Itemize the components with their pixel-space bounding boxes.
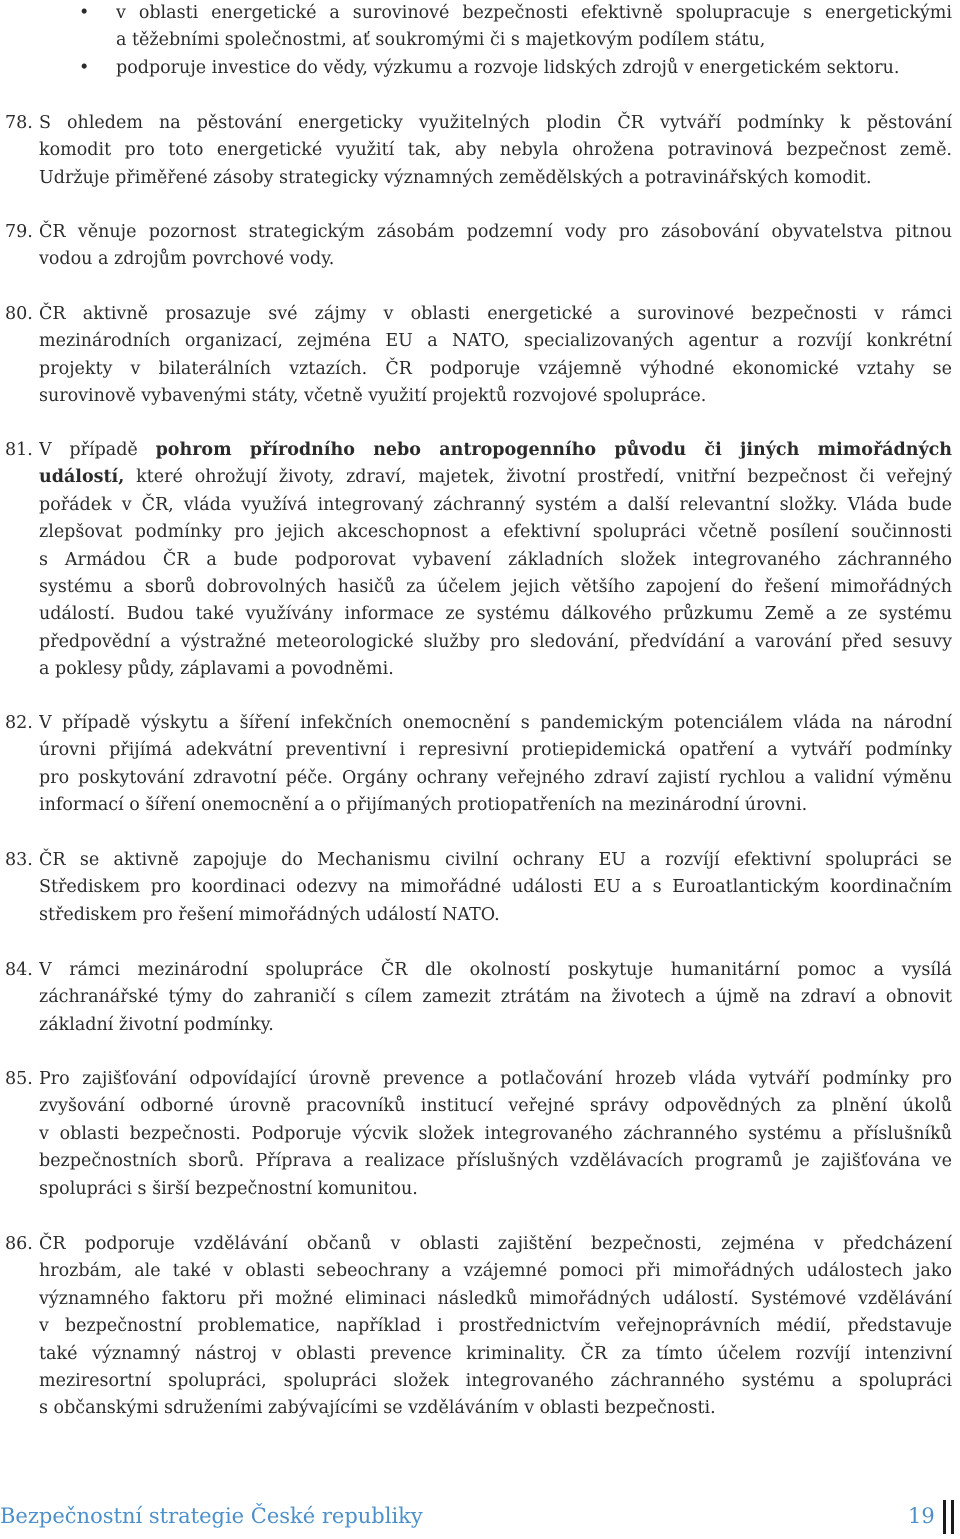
bullet-line: podporuje investice do vědy, výzkumu a rozvoje lidských zdrojů v energetickém sektoru.: [116, 58, 900, 78]
paragraph-line: bezpečnostních sborů. Příprava a realizace příslušných vzdělávacích programů je zajišťována ve: [39, 1151, 952, 1172]
paragraph-number: 85.: [5, 1069, 33, 1089]
paragraph-line: událostí, které ohrožují životy, zdraví, majetek, životní prostředí, vnitřní bezpečnost či veřejný: [39, 467, 952, 488]
paragraph-line: ČR podporuje vzdělávání občanů v oblasti zajištění bezpečnosti, zejména v předcházení: [39, 1234, 952, 1254]
paragraph-line: v oblasti bezpečnosti. Podporuje výcvik složek integrovaného záchranného systému a příslušníků: [39, 1123, 952, 1144]
bullet-line: a těžebními společnostmi, ať soukromými či s majetkovým podílem státu,: [116, 30, 766, 51]
paragraph-line: projekty v bilaterálních vztazích. ČR podporuje vzájemně výhodné ekonomické vztahy se: [39, 358, 952, 379]
paragraph-line: ČR věnuje pozornost strategickým zásobám podzemní vody pro zásobování obyvatelstva pitnou: [39, 222, 952, 242]
page-number: 19: [908, 1504, 935, 1528]
list-item: [0, 0, 960, 56]
paragraph-line: systému a sborů dobrovolných hasičů za účelem jejich většího zapojení do řešení mimořádných: [39, 576, 952, 597]
paragraph-line: v bezpečnostní problematice, například i prostřednictvím veřejnoprávních médií, představuje: [39, 1316, 952, 1337]
paragraph-line: V případě výskytu a šíření infekčních onemocnění s pandemickým potenciálem vláda na národní: [39, 713, 952, 733]
paragraph-line: pro poskytování zdravotní péče. Orgány ochrany veřejného zdraví zajistí rychlou a validní výměnu: [39, 767, 952, 788]
paragraph-number: 80.: [5, 304, 33, 324]
paragraph-line: zlepšovat podmínky pro jejich akceschopnost a efektivní spolupráci včetně posílení součinnosti: [39, 522, 952, 543]
bullet-icon: •: [79, 3, 90, 23]
paragraph-line: základní životní podmínky.: [39, 1014, 274, 1035]
paragraph-line: ČR aktivně prosazuje své zájmy v oblasti energetické a surovinové bezpečnosti v rámci: [39, 304, 952, 324]
paragraph-line: předpovědní a výstražné meteorologické služby pro sledování, předvídání a varování před sesuvy: [39, 631, 952, 652]
paragraph-line: komodit pro toto energetické využití tak, aby nebyla ohrožena potravinová bezpečnost země.: [39, 140, 952, 161]
paragraph-line: s občanskými sdruženími zabývajícími se vzděláváním v oblasti bezpečnosti.: [39, 1398, 716, 1419]
paragraph-line: střediskem pro řešení mimořádných událostí NATO.: [39, 904, 500, 925]
paragraph-line: s Armádou ČR a bude podporovat vybavení základních složek integrovaného záchranného: [39, 549, 952, 570]
paragraph-line: ČR se aktivně zapojuje do Mechanismu civilní ochrany EU a rozvíjí efektivní spolupráci se: [39, 850, 952, 870]
paragraph-line: S ohledem na pěstování energeticky využitelných plodin ČR vytváří podmínky k pěstování: [39, 113, 952, 133]
footer-divider: [943, 1500, 946, 1534]
paragraph-line: V případě pohrom přírodního nebo antropogenního původu či jiných mimořádných: [39, 440, 952, 460]
footer-title: Bezpečnostní strategie České republiky: [0, 1504, 423, 1528]
paragraph-line: Střediskem pro koordinaci odezvy na mimořádné události EU a s Euroatlantickým koordinačním: [39, 877, 952, 898]
paragraph-line: vodou a zdrojům povrchové vody.: [39, 249, 335, 270]
paragraph-line: V rámci mezinárodní spolupráce ČR dle okolností poskytuje humanitární pomoc a vysílá: [39, 960, 952, 980]
bullet-line: v oblasti energetické a surovinové bezpečnosti efektivně spolupracuje s energetickými: [116, 3, 952, 23]
paragraph-line: Udržuje přiměřené zásoby strategicky významných zemědělských a potravinářských komodit.: [39, 167, 872, 188]
list-item: [0, 55, 960, 83]
highlight-text: událostí,: [39, 467, 125, 488]
paragraph-number: 82.: [5, 713, 33, 733]
footer-divider: [951, 1500, 954, 1534]
paragraph-line: záchranářské týmy do zahraničí s cílem zamezit ztrátám na životech a újmě na zdraví a obnovit: [39, 987, 952, 1008]
paragraph-number: 83.: [5, 850, 33, 870]
paragraph-line: úrovni přijímá adekvátní preventivní i represivní protiepidemická opatření a vytváří podmínky: [39, 740, 952, 761]
paragraph-number: 84.: [5, 960, 33, 980]
paragraph-line: informací o šíření onemocnění a o přijímaných protiopatřeních na mezinárodní úrovni.: [39, 795, 808, 816]
paragraph-number: 86.: [5, 1234, 33, 1254]
paragraph-number: 81.: [5, 440, 33, 460]
paragraph-line: významného faktoru při možné eliminaci následků mimořádných událostí. Systémové vzdělávání: [39, 1288, 952, 1309]
paragraph-line: mezinárodních organizací, zejména EU a NATO, specializovaných agentur a rozvíjí konkrétní: [39, 331, 952, 352]
paragraph-line: zvyšování odborné úrovně pracovníků institucí veřejné správy odpovědných za plnění úkolů: [39, 1096, 952, 1117]
bullet-icon: •: [79, 58, 90, 78]
highlight-text: pohrom přírodního nebo antropogenního původu či jiných mimořádných: [155, 440, 952, 460]
paragraph-line: spolupráci s širší bezpečnostní komunitou.: [39, 1178, 418, 1199]
paragraph-line: meziresortní spolupráci, spolupráci složek integrovaného záchranného systému a spolupráci: [39, 1370, 952, 1391]
paragraph-line: pořádek v ČR, vláda využívá integrovaný záchranný systém a další relevantní složky. Vláda bude: [39, 494, 952, 515]
paragraph-line: a poklesy půdy, záplavami a povodněmi.: [39, 659, 394, 680]
paragraph-line: hrozbám, ale také v oblasti sebeochrany a vzájemné pomoci při mimořádných událostech jako: [39, 1261, 952, 1282]
paragraph-line: událostí. Budou také využívány informace ze systému dálkového průzkumu Země a ze systému: [39, 604, 952, 625]
paragraph-line: Pro zajišťování odpovídající úrovně prevence a potlačování hrozeb vláda vytváří podmínky pro: [39, 1069, 952, 1089]
paragraph-number: 78.: [5, 113, 33, 133]
paragraph-number: 79.: [5, 222, 33, 242]
paragraph-line: také významný nástroj v oblasti prevence kriminality. ČR za tímto účelem rozvíjí intenzivní: [39, 1343, 952, 1364]
paragraph-line: surovinově vybavenými státy, včetně využití projektů rozvojové spolupráce.: [39, 386, 707, 407]
page-footer: [0, 1500, 960, 1536]
